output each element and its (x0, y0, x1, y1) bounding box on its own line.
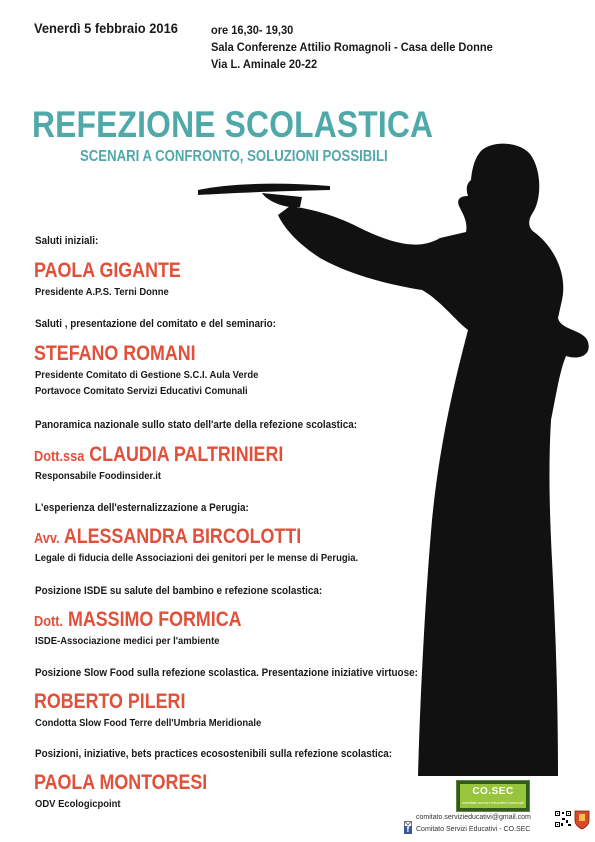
speaker-full-name: MASSIMO FORMICA (68, 608, 242, 631)
speaker-role: Presidente A.P.S. Terni Donne (35, 286, 169, 298)
event-time: ore 16,30- 19,30 (211, 23, 294, 37)
session-intro: Posizioni, iniziative, bets practices ecosostenibili sulla refezione scolastica: (35, 748, 393, 760)
facebook-icon: f (404, 826, 412, 834)
speaker-role: Portavoce Comitato Servizi Educativi Comunali (35, 385, 248, 397)
speaker-name (34, 771, 207, 795)
speaker-name (34, 525, 301, 549)
qr-code-icon (554, 810, 572, 828)
page-subtitle: SCENARI A CONFRONTO, SOLUZIONI POSSIBILI (80, 148, 388, 165)
logo-text: CO.SEC (472, 786, 514, 797)
speaker-role: ISDE-Associazione medici per l'ambiente (35, 635, 220, 647)
speaker-name (34, 608, 242, 632)
speaker-full-name: STEFANO ROMANI (34, 342, 196, 365)
speaker-title: Dott. (34, 613, 64, 630)
speaker-name (34, 342, 196, 366)
email-icon (404, 815, 412, 822)
event-address: Via L. Aminale 20-22 (211, 57, 318, 71)
speaker-name (34, 690, 185, 714)
speaker-full-name: ROBERTO PILERI (34, 690, 186, 713)
session-intro: Panoramica nazionale sullo stato dell'arte della refezione scolastica: (35, 419, 358, 431)
logo-subtext: comitato servizi educativi comunali (462, 800, 524, 805)
speaker-name (34, 443, 283, 467)
speaker-full-name: CLAUDIA PALTRINIERI (89, 443, 284, 466)
speaker-full-name: ALESSANDRA BIRCOLOTTI (63, 525, 302, 548)
speaker-title: Avv. (34, 530, 60, 547)
session-intro: Saluti iniziali: (35, 235, 99, 247)
speaker-role: Condotta Slow Food Terre dell'Umbria Meridionale (35, 717, 262, 729)
session-intro: Posizione Slow Food sulla refezione scolastica. Presentazione iniziative virtuose: (35, 667, 418, 679)
event-date: Venerdì 5 febbraio 2016 (34, 20, 178, 36)
page-title: REFEZIONE SCOLASTICA (32, 104, 434, 145)
coat-of-arms-icon (574, 810, 590, 830)
speaker-full-name: PAOLA GIGANTE (34, 259, 181, 282)
event-venue: Sala Conferenze Attilio Romagnoli - Casa delle Donne (211, 40, 493, 54)
contact-facebook[interactable]: Comitato Servizi Educativi - CO.SEC (416, 826, 531, 833)
speaker-role: ODV Ecologicpoint (35, 798, 121, 810)
speaker-role: Presidente Comitato di Gestione S.C.I. Aula Verde (35, 369, 259, 381)
speaker-role: Legale di fiducia delle Associazioni dei genitori per le mense di Perugia. (35, 552, 359, 564)
session-intro: L'esperienza dell'esternalizzazione a Perugia: (35, 502, 249, 514)
cosec-logo (456, 780, 530, 812)
contact-email[interactable]: comitato.servizieducativi@gmail.com (416, 814, 531, 821)
speaker-role: Responsabile Foodinsider.it (35, 470, 162, 482)
speaker-name (34, 259, 181, 283)
speaker-title: Dott.ssa (34, 448, 85, 465)
speaker-full-name: PAOLA MONTORESI (34, 771, 208, 794)
session-intro: Posizione ISDE su salute del bambino e refezione scolastica: (35, 585, 323, 597)
session-intro: Saluti , presentazione del comitato e del seminario: (35, 318, 276, 330)
